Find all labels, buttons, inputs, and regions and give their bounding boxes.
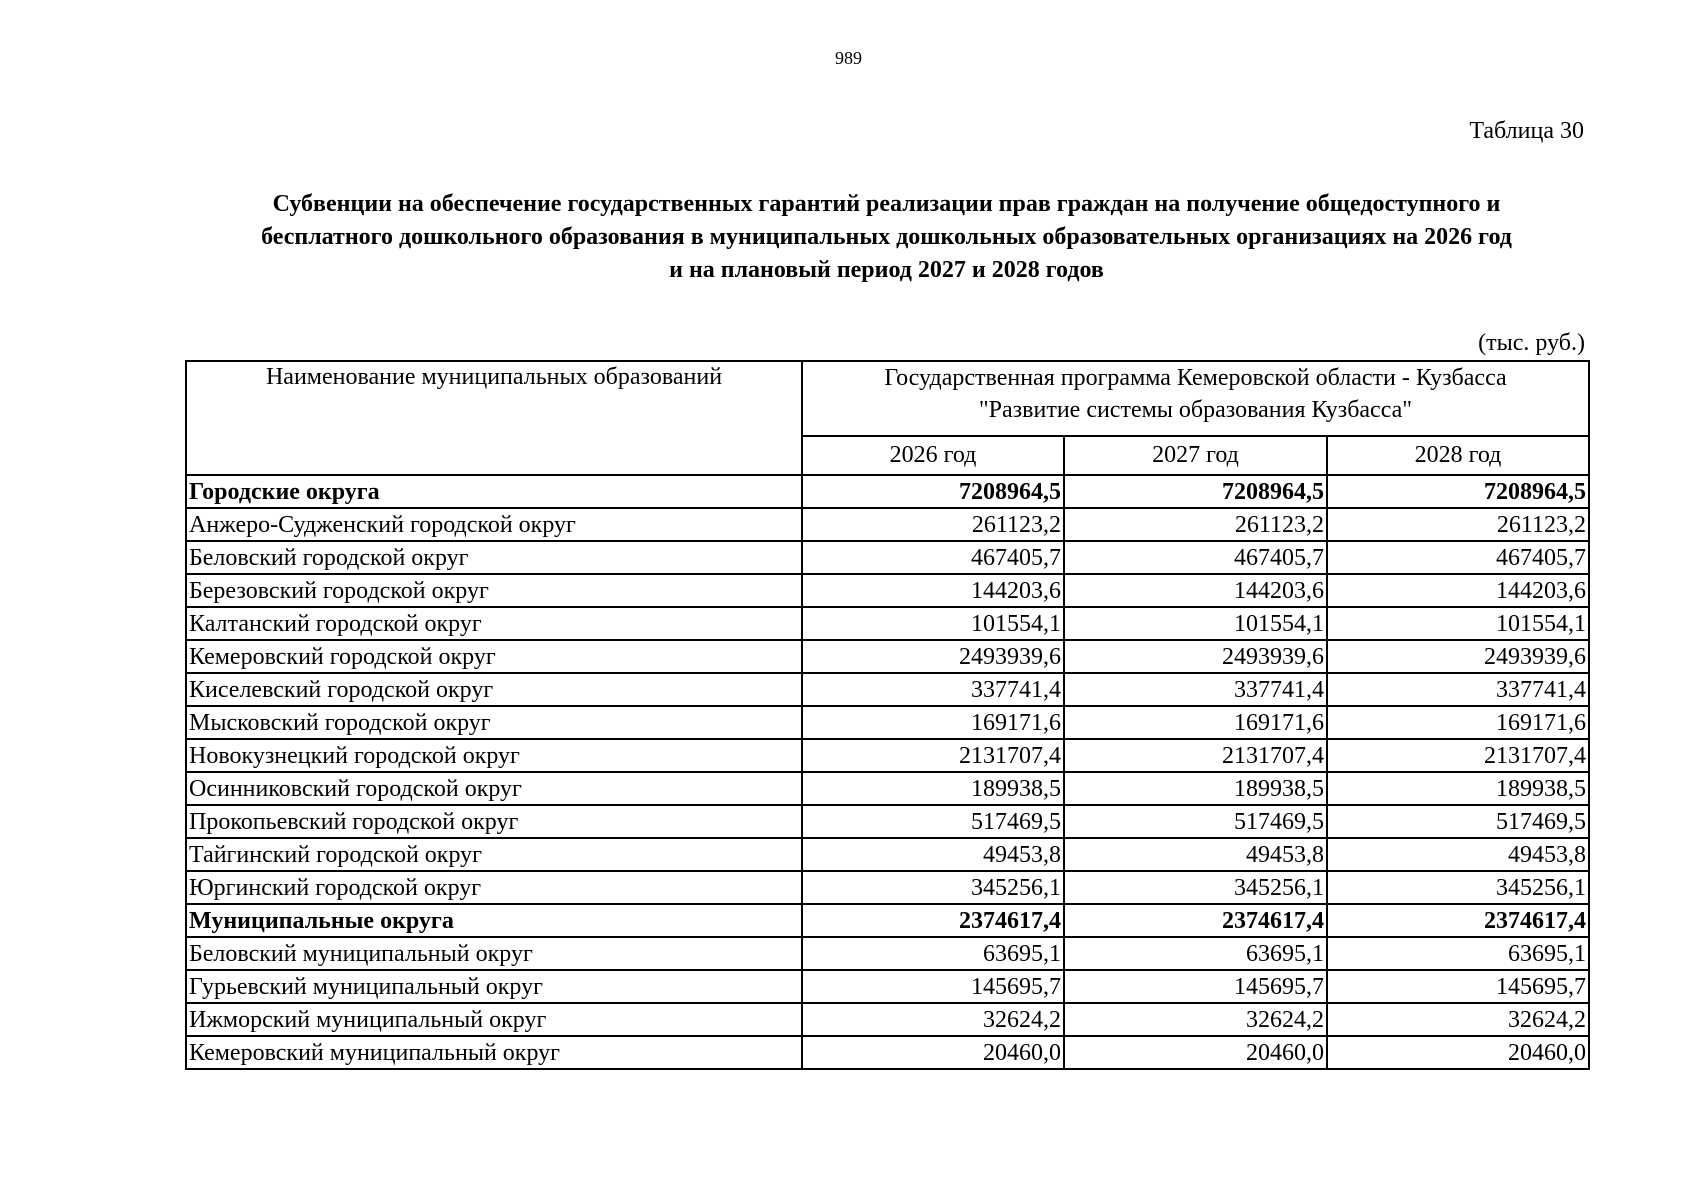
- cell-municipality-name: Анжеро-Судженский городской округ: [186, 508, 802, 541]
- header-program-line-1: Государственная программа Кемеровской области - Кузбасса: [884, 365, 1507, 391]
- cell-municipality-name: Прокопьевский городской округ: [186, 805, 802, 838]
- title-line-1: Субвенции на обеспечение государственных гарантий реализации прав граждан на получение общедоступного и: [272, 191, 1501, 217]
- header-municipality-name: Наименование муниципальных образований: [186, 361, 802, 475]
- cell-value-2026: 345256,1: [802, 871, 1064, 904]
- cell-value-2026: 63695,1: [802, 937, 1064, 970]
- table-row: [186, 805, 1589, 838]
- cell-value-2027: 261123,2: [1064, 508, 1327, 541]
- table-row: [186, 772, 1589, 805]
- cell-value-2028: 32624,2: [1327, 1003, 1589, 1036]
- cell-value-2026: 337741,4: [802, 673, 1064, 706]
- table-row: [186, 1036, 1589, 1069]
- cell-municipality-name: Юргинский городской округ: [186, 871, 802, 904]
- table-row-total: [186, 475, 1589, 508]
- table-body: [186, 475, 1589, 1069]
- table-row: [186, 739, 1589, 772]
- cell-value-2028: 189938,5: [1327, 772, 1589, 805]
- cell-municipality-name: Кемеровский городской округ: [186, 640, 802, 673]
- table-title: [180, 188, 1593, 287]
- cell-value-2028: 7208964,5: [1327, 475, 1589, 508]
- cell-value-2028: 63695,1: [1327, 937, 1589, 970]
- cell-municipality-name: Беловский городской округ: [186, 541, 802, 574]
- cell-value-2028: 145695,7: [1327, 970, 1589, 1003]
- cell-value-2027: 189938,5: [1064, 772, 1327, 805]
- header-program: [802, 361, 1589, 436]
- cell-value-2026: 2374617,4: [802, 904, 1064, 937]
- cell-value-2027: 2374617,4: [1064, 904, 1327, 937]
- cell-value-2027: 517469,5: [1064, 805, 1327, 838]
- cell-value-2026: 261123,2: [802, 508, 1064, 541]
- cell-value-2026: 101554,1: [802, 607, 1064, 640]
- header-program-line-2: "Развитие системы образования Кузбасса": [978, 397, 1413, 423]
- cell-municipality-name: Беловский муниципальный округ: [186, 937, 802, 970]
- cell-value-2026: 144203,6: [802, 574, 1064, 607]
- table-row: [186, 673, 1589, 706]
- cell-value-2027: 49453,8: [1064, 838, 1327, 871]
- cell-municipality-name: Городские округа: [186, 475, 802, 508]
- cell-value-2028: 2493939,6: [1327, 640, 1589, 673]
- cell-municipality-name: Осинниковский городской округ: [186, 772, 802, 805]
- table-row: [186, 508, 1589, 541]
- cell-value-2026: 2131707,4: [802, 739, 1064, 772]
- page-number: 989: [835, 48, 862, 68]
- cell-value-2026: 32624,2: [802, 1003, 1064, 1036]
- cell-value-2026: 145695,7: [802, 970, 1064, 1003]
- table-number: Таблица 30: [1469, 118, 1584, 144]
- cell-value-2027: 101554,1: [1064, 607, 1327, 640]
- cell-value-2028: 261123,2: [1327, 508, 1589, 541]
- table-row: [186, 1003, 1589, 1036]
- table-row: [186, 640, 1589, 673]
- cell-value-2027: 337741,4: [1064, 673, 1327, 706]
- cell-value-2026: 189938,5: [802, 772, 1064, 805]
- table-row: [186, 838, 1589, 871]
- cell-value-2028: 20460,0: [1327, 1036, 1589, 1069]
- cell-value-2028: 337741,4: [1327, 673, 1589, 706]
- table-row: [186, 871, 1589, 904]
- cell-municipality-name: Новокузнецкий городской округ: [186, 739, 802, 772]
- cell-value-2027: 144203,6: [1064, 574, 1327, 607]
- title-line-2: бесплатного дошкольного образования в муниципальных дошкольных образовательных организациях на 2026 год: [261, 224, 1512, 250]
- cell-value-2027: 32624,2: [1064, 1003, 1327, 1036]
- cell-value-2028: 517469,5: [1327, 805, 1589, 838]
- table-row: [186, 706, 1589, 739]
- title-line-3: и на плановый период 2027 и 2028 годов: [669, 257, 1104, 283]
- table-row: [186, 970, 1589, 1003]
- cell-value-2027: 345256,1: [1064, 871, 1327, 904]
- cell-municipality-name: Калтанский городской округ: [186, 607, 802, 640]
- cell-value-2027: 7208964,5: [1064, 475, 1327, 508]
- cell-municipality-name: Березовский городской округ: [186, 574, 802, 607]
- table-row: [186, 607, 1589, 640]
- cell-value-2027: 145695,7: [1064, 970, 1327, 1003]
- table-row: [186, 937, 1589, 970]
- cell-value-2028: 144203,6: [1327, 574, 1589, 607]
- cell-value-2026: 467405,7: [802, 541, 1064, 574]
- cell-municipality-name: Тайгинский городской округ: [186, 838, 802, 871]
- cell-value-2028: 2374617,4: [1327, 904, 1589, 937]
- cell-value-2027: 169171,6: [1064, 706, 1327, 739]
- cell-value-2026: 169171,6: [802, 706, 1064, 739]
- cell-value-2028: 345256,1: [1327, 871, 1589, 904]
- header-year-2026: 2026 год: [802, 436, 1064, 475]
- header-year-2028: 2028 год: [1327, 436, 1589, 475]
- cell-value-2028: 49453,8: [1327, 838, 1589, 871]
- cell-value-2028: 101554,1: [1327, 607, 1589, 640]
- subventions-table: [185, 360, 1590, 1070]
- table-row: [186, 541, 1589, 574]
- cell-value-2027: 20460,0: [1064, 1036, 1327, 1069]
- cell-value-2026: 20460,0: [802, 1036, 1064, 1069]
- cell-municipality-name: Кемеровский муниципальный округ: [186, 1036, 802, 1069]
- table-row-total: [186, 904, 1589, 937]
- units-label: (тыс. руб.): [1478, 330, 1585, 356]
- cell-value-2026: 517469,5: [802, 805, 1064, 838]
- cell-value-2028: 467405,7: [1327, 541, 1589, 574]
- cell-value-2027: 2131707,4: [1064, 739, 1327, 772]
- cell-value-2028: 169171,6: [1327, 706, 1589, 739]
- cell-value-2026: 2493939,6: [802, 640, 1064, 673]
- cell-value-2028: 2131707,4: [1327, 739, 1589, 772]
- cell-municipality-name: Муниципальные округа: [186, 904, 802, 937]
- header-year-2027: 2027 год: [1064, 436, 1327, 475]
- cell-municipality-name: Киселевский городской округ: [186, 673, 802, 706]
- cell-value-2026: 7208964,5: [802, 475, 1064, 508]
- cell-value-2027: 2493939,6: [1064, 640, 1327, 673]
- cell-municipality-name: Гурьевский муниципальный округ: [186, 970, 802, 1003]
- cell-municipality-name: Ижморский муниципальный округ: [186, 1003, 802, 1036]
- cell-value-2026: 49453,8: [802, 838, 1064, 871]
- cell-value-2027: 467405,7: [1064, 541, 1327, 574]
- table-row: [186, 574, 1589, 607]
- cell-value-2027: 63695,1: [1064, 937, 1327, 970]
- cell-municipality-name: Мысковский городской округ: [186, 706, 802, 739]
